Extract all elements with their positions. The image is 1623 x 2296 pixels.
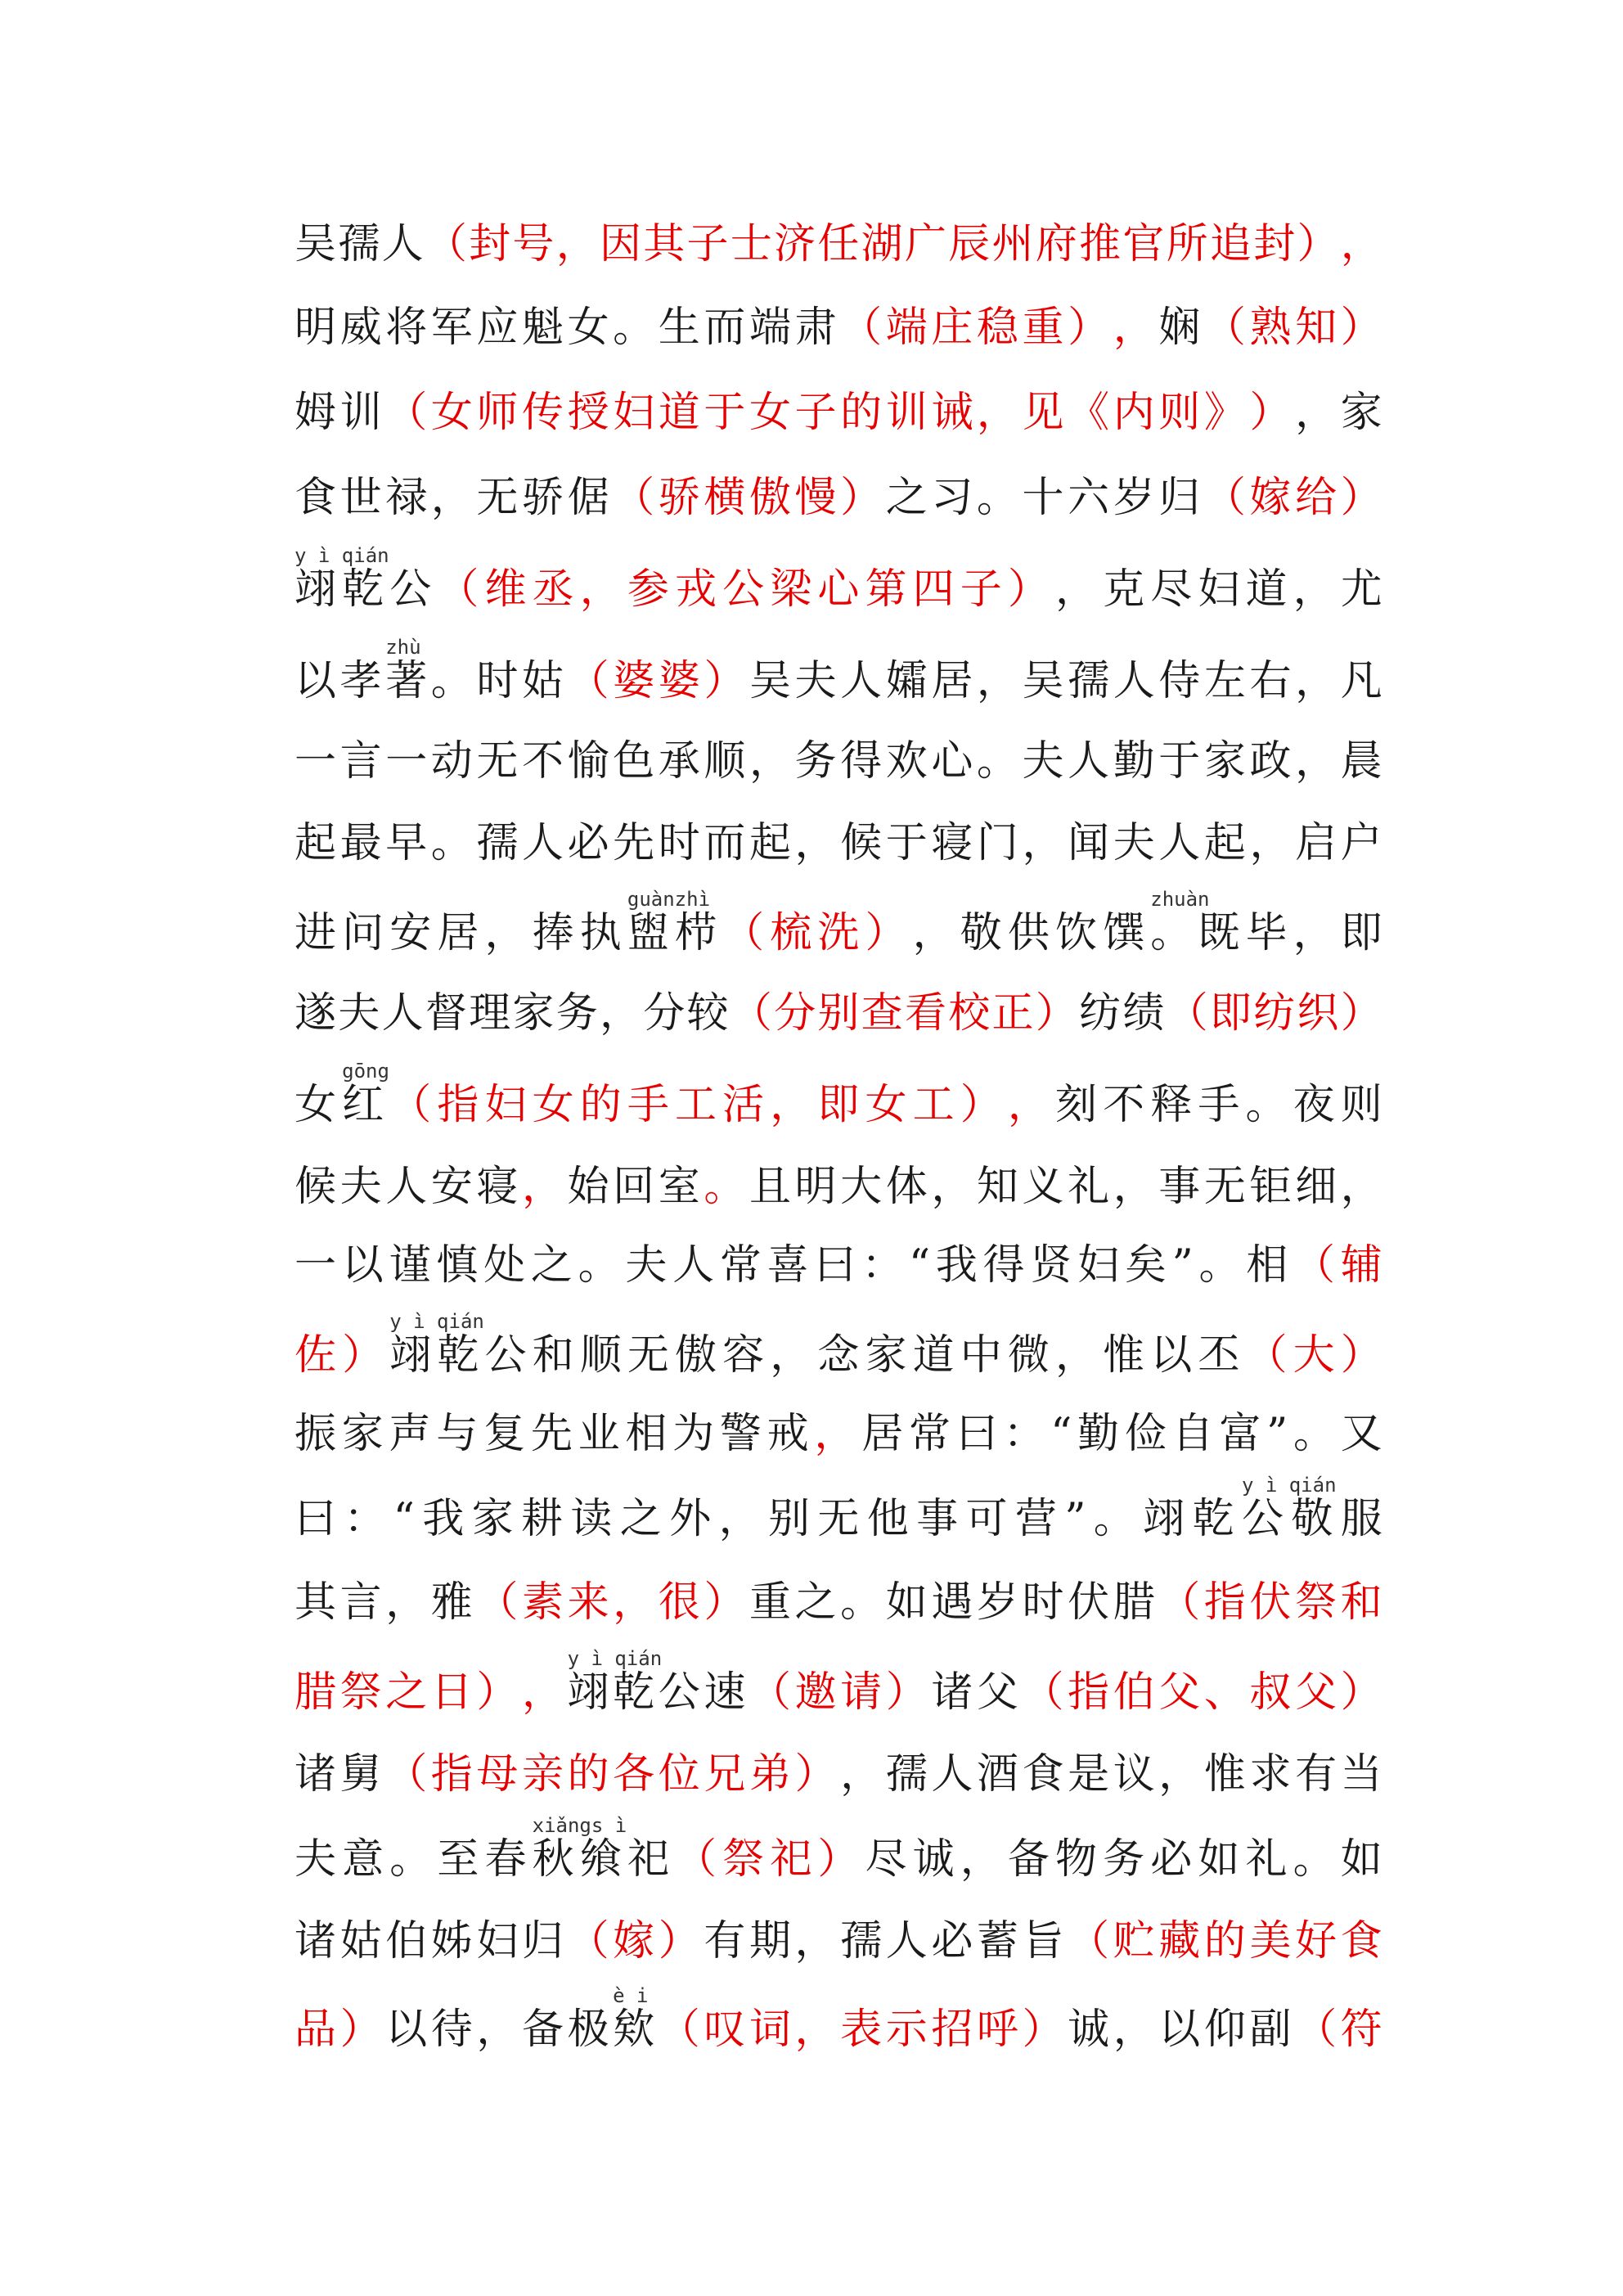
pinyin-annotation: y ì qián [1241,1474,1337,1497]
text-line: 吴 孺 人 （ 封 号 ， 因 其 子 士 济 任 湖 广 辰 州 府 推 官 所 追 封 ） ， [294,220,1382,268]
pinyin-annotation: y ì qián [567,1647,663,1670]
text-line: 曰 ： “ 我 家 耕 读 之 外 ， 别 无 他 事 可 营 ” 。 翊 乾 公 敬 服 [294,1495,1382,1543]
text-line: 食 世 禄 ， 无 骄 倨 （ 骄 横 傲 慢 ） 之 习 。 十 六 岁 归 （ 嫁 给 ） [294,474,1382,522]
text-line: 品 ） 以 待 ， 备 极 欸 （ 叹 词 ， 表 示 招 呼 ） 诚 ， 以 仰 副 （ 符 [294,2006,1382,2054]
text-line: 姆 训 （ 女 师 传 授 妇 道 于 女 子 的 训 诫 ， 见 《 内 则 》 ） ， 家 [294,389,1382,437]
pinyin-annotation: gōng [342,1060,389,1083]
pinyin-annotation: è i [613,1984,649,2007]
text-line: 其 言 ， 雅 （ 素 来 ， 很 ） 重 之 。 如 遇 岁 时 伏 腊 （ 指 伏 祭 和 [294,1578,1382,1627]
pinyin-annotation: y ì qián [389,1310,484,1333]
text-line: 起 最 早 。 孺 人 必 先 时 而 起 ， 候 于 寝 门 ， 闻 夫 人 起 ， 启 户 [294,819,1382,867]
pinyin-annotation: zhù [385,636,421,659]
text-line: 候 夫 人 安 寝 ， 始 回 室 。 且 明 大 体 ， 知 义 礼 ， 事 无 钜 细 ， [294,1163,1382,1211]
text-line: 遂 夫 人 督 理 家 务 ， 分 较 （ 分 别 查 看 校 正 ） 纺 绩 （ 即 纺 织 ） [294,989,1382,1038]
text-line: 明 威 将 军 应 魁 女 。 生 而 端 肃 （ 端 庄 稳 重 ） ， 娴 （ 熟 知 ） [294,304,1382,352]
text-line: 女 红 （ 指 妇 女 的 手 工 活 ， 即 女 工 ） ， 刻 不 释 手 。 夜 则 [294,1081,1382,1129]
text-line: 夫 意 。 至 春 秋 飨 祀 （ 祭 祀 ） 尽 诚 ， 备 物 务 必 如 礼 。 如 [294,1835,1382,1884]
text-line: 一 以 谨 慎 处 之 。 夫 人 常 喜 曰 ： “ 我 得 贤 妇 矣 ” 。 相 （ 辅 [294,1241,1382,1290]
text-line: 诸 姑 伯 姊 妇 归 （ 嫁 ） 有 期 ， 孺 人 必 蓄 旨 （ 贮 藏 的 美 好 食 [294,1917,1382,1965]
text-line: 一 言 一 动 无 不 愉 色 承 顺 ， 务 得 欢 心 。 夫 人 勤 于 家 政 ， 晨 [294,737,1382,786]
pinyin-annotation: xiǎngs ì [532,1814,627,1837]
text-line: 进 问 安 居 ， 捧 执 盥 栉 （ 梳 洗 ） ， 敬 供 饮 馔 。 既 毕 ， 即 [294,909,1382,957]
text-line: 诸 舅 （ 指 母 亲 的 各 位 兄 弟 ） ， 孺 人 酒 食 是 议 ， 惟 求 有 当 [294,1750,1382,1799]
text-line: 佐 ） 翊 乾 公 和 顺 无 傲 容 ， 念 家 道 中 微 ， 惟 以 丕 （ 大 ） [294,1331,1382,1380]
pinyin-annotation: zhuàn [1150,888,1210,911]
pinyin-annotation: y ì qián [294,544,389,567]
text-line: 腊 祭 之 日 ） ， 翊 乾 公 速 （ 邀 请 ） 诸 父 （ 指 伯 父 、 叔 父 ） [294,1668,1382,1717]
text-line: 翊 乾 公 （ 维 丞 ， 参 戎 公 梁 心 第 四 子 ） ， 克 尽 妇 道 ， 尤 [294,565,1382,614]
text-line: 振 家 声 与 复 先 业 相 为 警 戒 ， 居 常 曰 ： “ 勤 俭 自 富 ” 。 又 [294,1410,1382,1458]
pinyin-annotation: guànzhì [627,888,711,911]
text-line: 以 孝 著 。 时 姑 （ 婆 婆 ） 吴 夫 人 孀 居 ， 吴 孺 人 侍 左 右 ， 凡 [294,657,1382,705]
